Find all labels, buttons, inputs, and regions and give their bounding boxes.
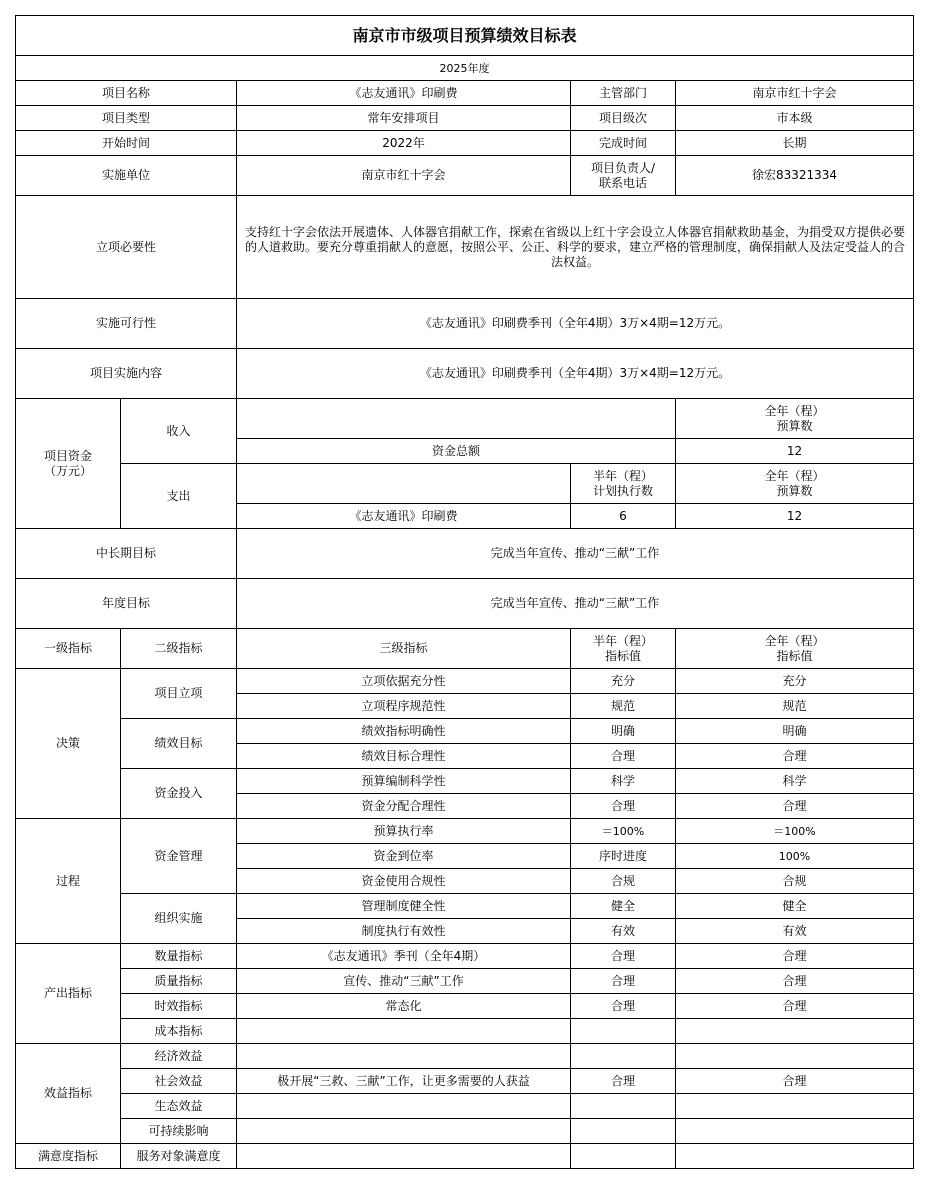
indicator-name: 制度执行有效性: [237, 919, 571, 944]
indicator-name: 预算执行率: [237, 819, 571, 844]
indicator-full: 100%: [676, 844, 914, 869]
total-funds-label: 资金总额: [237, 439, 676, 464]
indicator-full: 合理: [676, 994, 914, 1019]
indicator-half: 健全: [571, 894, 676, 919]
indicator-full: 合理: [676, 794, 914, 819]
indicator-half: 科学: [571, 769, 676, 794]
implementing-unit-label: 实施单位: [16, 156, 237, 196]
indicator-name: 资金分配合理性: [237, 794, 571, 819]
half-year-value-header-line1: 半年（程）: [592, 633, 653, 648]
indicator-name: 绩效指标明确性: [237, 719, 571, 744]
project-level: 市本级: [676, 106, 914, 131]
long-term-goal-label: 中长期目标: [16, 529, 237, 579]
indicator-full: 健全: [676, 894, 914, 919]
necessity-label: 立项必要性: [16, 196, 237, 299]
indicator-name: 预算编制科学性: [237, 769, 571, 794]
full-year-value-header: [676, 629, 914, 669]
indicator-group: 成本指标: [121, 1019, 237, 1044]
indicator-half: [571, 1044, 676, 1069]
expense-label: 支出: [121, 464, 237, 529]
feasibility-text: 《志友通讯》印刷费季刊（全年4期）3万×4期=12万元。: [237, 299, 914, 349]
income-full-year-header-line1: 全年（程）: [764, 403, 825, 418]
end-time-label: 完成时间: [571, 131, 676, 156]
indicator-full: [676, 1119, 914, 1144]
indicator-half: [571, 1144, 676, 1169]
total-funds: 12: [676, 439, 914, 464]
indicator-full: 科学: [676, 769, 914, 794]
indicator-group: 服务对象满意度: [121, 1144, 237, 1169]
output-label: 产出指标: [16, 944, 121, 1044]
indicator-half: 合理: [571, 794, 676, 819]
dept-label: 主管部门: [571, 81, 676, 106]
indicator-half: 规范: [571, 694, 676, 719]
indicator-half: 合理: [571, 744, 676, 769]
indicator-group: 可持续影响: [121, 1119, 237, 1144]
fiscal-year: 2025年度: [16, 56, 914, 81]
indicator-half: 合理: [571, 1069, 676, 1094]
indicator-name: [237, 1044, 571, 1069]
expense-full-year-header: [676, 464, 914, 504]
indicator-full: 合规: [676, 869, 914, 894]
feasibility-label: 实施可行性: [16, 299, 237, 349]
long-term-goal: 完成当年宣传、推动“三献”工作: [237, 529, 914, 579]
indicator-full: 合理: [676, 744, 914, 769]
indicator-half: 充分: [571, 669, 676, 694]
indicator-name: 宣传、推动“三献”工作: [237, 969, 571, 994]
indicator-full: [676, 1094, 914, 1119]
project-type: 常年安排项目: [237, 106, 571, 131]
income-full-year-header: [676, 399, 914, 439]
indicator-full: 合理: [676, 944, 914, 969]
expense-half-year-header: [571, 464, 676, 504]
level2-header: 二级指标: [121, 629, 237, 669]
income-label: 收入: [121, 399, 237, 464]
indicator-group: 质量指标: [121, 969, 237, 994]
indicator-name: 立项程序规范性: [237, 694, 571, 719]
annual-goal: 完成当年宣传、推动“三献”工作: [237, 579, 914, 629]
expense-full-year-header-line2: 预算数: [776, 483, 813, 498]
indicator-name: [237, 1119, 571, 1144]
indicator-name: 绩效目标合理性: [237, 744, 571, 769]
project-initiation-group: 项目立项: [121, 669, 237, 719]
indicator-full: 合理: [676, 969, 914, 994]
performance-target-table: [15, 15, 914, 1169]
indicator-name: 《志友通讯》季刊（全年4期）: [237, 944, 571, 969]
start-time-label: 开始时间: [16, 131, 237, 156]
dept: 南京市红十字会: [676, 81, 914, 106]
indicator-name: 立项依据充分性: [237, 669, 571, 694]
indicator-full: ＝100%: [676, 819, 914, 844]
indicator-half: 合理: [571, 944, 676, 969]
expense-blank: [237, 464, 571, 504]
expense-half-value: 6: [571, 504, 676, 529]
annual-goal-label: 年度目标: [16, 579, 237, 629]
indicator-half: 明确: [571, 719, 676, 744]
benefit-label: 效益指标: [16, 1044, 121, 1144]
indicator-half: 有效: [571, 919, 676, 944]
income-full-year-header-line2: 预算数: [776, 418, 813, 433]
indicator-name: 极开展“三救、三献”工作，让更多需要的人获益: [237, 1069, 571, 1094]
indicator-half: 合理: [571, 969, 676, 994]
necessity-text: 支持红十字会依法开展遗体、人体器官捐献工作，探索在省级以上红十字会设立人体器官捐献救助基金，为捐受双方提供必要的人道救助。要充分尊重捐献人的意愿，按照公平、公正、科学的要求，建立严格的管理制度，确保捐献人及法定受益人的合法权益。: [237, 196, 914, 299]
content-label: 项目实施内容: [16, 349, 237, 399]
project-name: 《志友通讯》印刷费: [237, 81, 571, 106]
funds-label-line2: （万元）: [43, 463, 92, 478]
indicator-full: 明确: [676, 719, 914, 744]
level1-header: 一级指标: [16, 629, 121, 669]
indicator-group: 经济效益: [121, 1044, 237, 1069]
contact-label: [571, 156, 676, 196]
indicator-name: [237, 1019, 571, 1044]
indicator-half: [571, 1019, 676, 1044]
indicator-group: 生态效益: [121, 1094, 237, 1119]
implementing-unit: 南京市红十字会: [237, 156, 571, 196]
organization-group: 组织实施: [121, 894, 237, 944]
expense-full-year-header-line1: 全年（程）: [764, 468, 825, 483]
content-text: 《志友通讯》印刷费季刊（全年4期）3万×4期=12万元。: [237, 349, 914, 399]
income-blank: [237, 399, 676, 439]
project-type-label: 项目类型: [16, 106, 237, 131]
end-time: 长期: [676, 131, 914, 156]
indicator-half: 合理: [571, 994, 676, 1019]
contact: 徐宏83321334: [676, 156, 914, 196]
indicator-full: 规范: [676, 694, 914, 719]
table-title: 南京市市级项目预算绩效目标表: [16, 16, 914, 56]
funds-label: [16, 399, 121, 529]
full-year-value-header-line2: 指标值: [776, 648, 813, 663]
indicator-full: [676, 1019, 914, 1044]
contact-label-line1: 项目负责人/: [590, 160, 656, 175]
expense-full-value: 12: [676, 504, 914, 529]
project-name-label: 项目名称: [16, 81, 237, 106]
half-year-value-header: [571, 629, 676, 669]
indicator-full: [676, 1044, 914, 1069]
indicator-full: 合理: [676, 1069, 914, 1094]
full-year-value-header-line1: 全年（程）: [764, 633, 825, 648]
expense-half-year-header-line2: 计划执行数: [592, 483, 653, 498]
decision-label: 决策: [16, 669, 121, 819]
expense-half-year-header-line1: 半年（程）: [592, 468, 653, 483]
indicator-half: ＝100%: [571, 819, 676, 844]
indicator-name: [237, 1094, 571, 1119]
expense-item: 《志友通讯》印刷费: [237, 504, 571, 529]
indicator-group: 时效指标: [121, 994, 237, 1019]
start-time: 2022年: [237, 131, 571, 156]
indicator-full: 充分: [676, 669, 914, 694]
indicator-name: 常态化: [237, 994, 571, 1019]
indicator-name: 资金到位率: [237, 844, 571, 869]
indicator-full: [676, 1144, 914, 1169]
indicator-half: [571, 1119, 676, 1144]
indicator-name: 管理制度健全性: [237, 894, 571, 919]
indicator-half: 序时进度: [571, 844, 676, 869]
process-label: 过程: [16, 819, 121, 944]
project-level-label: 项目级次: [571, 106, 676, 131]
funds-management-group: 资金管理: [121, 819, 237, 894]
funds-label-line1: 项目资金: [43, 448, 92, 463]
satisfaction-label: 满意度指标: [16, 1144, 121, 1169]
indicator-group: 社会效益: [121, 1069, 237, 1094]
performance-goal-group: 绩效目标: [121, 719, 237, 769]
indicator-name: [237, 1144, 571, 1169]
half-year-value-header-line2: 指标值: [604, 648, 641, 663]
indicator-half: [571, 1094, 676, 1119]
contact-label-line2: 联系电话: [598, 175, 647, 190]
level3-header: 三级指标: [237, 629, 571, 669]
indicator-half: 合规: [571, 869, 676, 894]
indicator-name: 资金使用合规性: [237, 869, 571, 894]
funds-input-group: 资金投入: [121, 769, 237, 819]
indicator-full: 有效: [676, 919, 914, 944]
indicator-group: 数量指标: [121, 944, 237, 969]
